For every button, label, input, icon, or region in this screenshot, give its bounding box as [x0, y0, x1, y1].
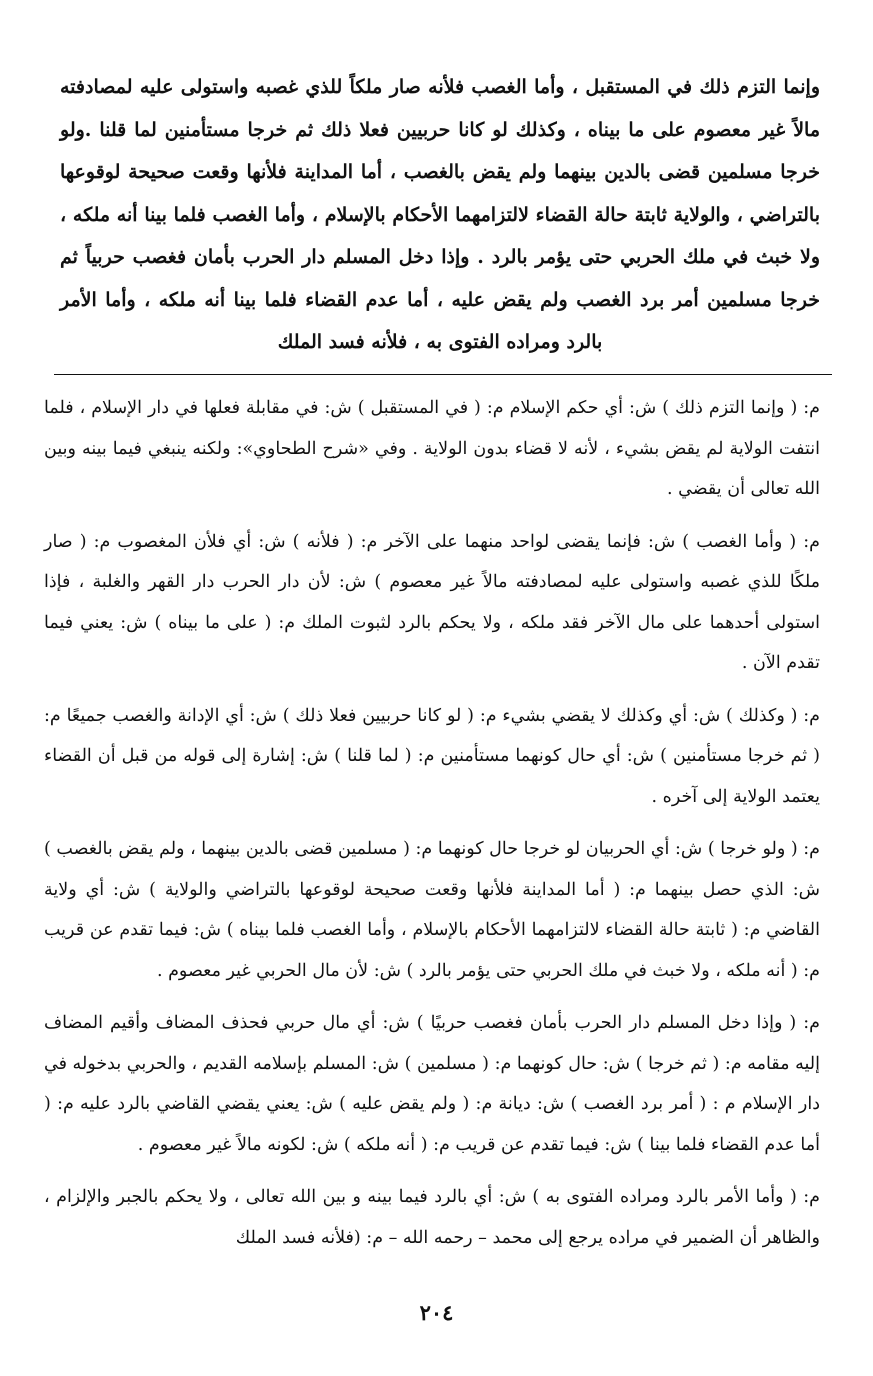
- commentary-paragraph: م: ( وأما الغصب ) ش: فإنما يقضى لواحد منهما على الآخر م: ( فلأنه ) ش: أي فلأن المغصوب م: ( صار ملكًا للذي غصبه واستولى عليه لمصادفته مالاً غير معصوم ) ش: لأن دار الحرب دار القهر والغلبة ، فإذا استولى أحدهما على مال الآخر فقد ملكه ، ولا يحكم بالرد لثبوت الملك م: ( على ما بيناه ) ش: يعني فيما تقدم الآن .: [44, 531, 821, 673]
- commentary-paragraph: م: ( وأما الأمر بالرد ومراده الفتوى به ) ش: أي بالرد فيما بينه و بين الله تعالى ، ولا يحكم بالجبر والإلزام ، والظاهر أن الضمير في مراده يرجع إلى محمد – رحمه الله – م: (فلأنه فسد الملك: [44, 1187, 820, 1248]
- commentary-paragraph: م: ( وكذلك ) ش: أي وكذلك لا يقضي بشيء م: ( لو كانا حربيين فعلا ذلك ) ش: أي الإدانة والغصب جميعًا م: ( ثم خرجا مستأمنين ) ش: أي حال كونهما مستأمنين م: ( لما قلنا ) ش: إشارة إلى قوله من قبل أن القضاء يعتمد الولاية إلى آخره .: [44, 705, 820, 807]
- main-text-block: [60, 66, 820, 364]
- commentary-paragraph: م: ( وإنما التزم ذلك ) ش: أي حكم الإسلام م: ( في المستقبل ) ش: في مقابلة فعلها في دار الإسلام ، فلما انتفت الولاية لم يقض بشيء ، لأنه لا قضاء بدون الولاية . وفي «شرح الطحاوي»: ولكنه ينبغي فيما بينه وبين الله تعالى أن يقضي .: [44, 398, 820, 499]
- footnote-divider: [54, 374, 832, 375]
- commentary-paragraph: م: ( ولو خرجا ) ش: أي الحربيان لو خرجا حال كونهما م: ( مسلمين قضى بالدين بينهما ، ولم يقض بالغصب ) ش: الذي حصل بينهما م: ( أما المداينة فلأنها وقعت صحيحة لوقوعها بالتراضي والولاية ) ش: أي ولاية القاضي م: ( ثابتة حالة القضاء لالتزامهما الأحكام بالإسلام ، وأما الغصب فلما بيناه ) ش: فيما تقدم عن قريب م: ( أنه ملكه ، ولا خبث في ملك الحربي حتى يؤمر بالرد ) ش: لأن مال الحربي غير معصوم .: [44, 839, 820, 981]
- main-text-paragraph: وإنما التزم ذلك في المستقبل ، وأما الغصب فلأنه صار ملكاً للذي غصبه واستولى عليه لمصادفته مالاً غير معصوم على ما بيناه ، وكذلك لو كانا حربيين فعلا ذلك ثم خرجا مستأمنين لما قلنا .ولو خرجا مسلمين قضى بالدين بينهما ولم يقض بالغصب ، أما المداينة فلأنها وقعت صحيحة لوقوعها بالتراضي ، والولاية ثابتة حالة القضاء لالتزامهما الأحكام بالإسلام ، وأما الغصب فلما بينا أنه ملكه ، ولا خبث في ملك الحربي حتى يؤمر بالرد . وإذا دخل المسلم دار الحرب بأمان فغصب حربياً ثم خرجا مسلمين أمر برد الغصب ولم يقض عليه ، أما عدم القضاء فلما بينا أنه ملكه ، وأما الأمر بالرد ومراده الفتوى به ، فلأنه فسد الملك: [60, 76, 820, 353]
- commentary-block: [44, 388, 820, 1258]
- page-number: ٢٠٤: [419, 1300, 454, 1325]
- commentary-paragraph: م: ( وإذا دخل المسلم دار الحرب بأمان فغصب حربيًا ) ش: أي مال حربي فحذف المضاف وأقيم المضاف إليه مقامه م: ( ثم خرجا ) ش: حال كونهما م: ( مسلمين ) ش: المسلم بإسلامه القديم ، والحربي بدخوله في دار الإسلام م : ( أمر برد الغصب ) ش: ديانة م: ( ولم يقض عليه ) ش: يعني يقضي القاضي بالرد عليه م: ( أما عدم القضاء فلما بينا ) ش: فيما تقدم عن قريب م: ( أنه ملكه ) ش: لكونه مالاً غير معصوم .: [44, 1013, 820, 1155]
